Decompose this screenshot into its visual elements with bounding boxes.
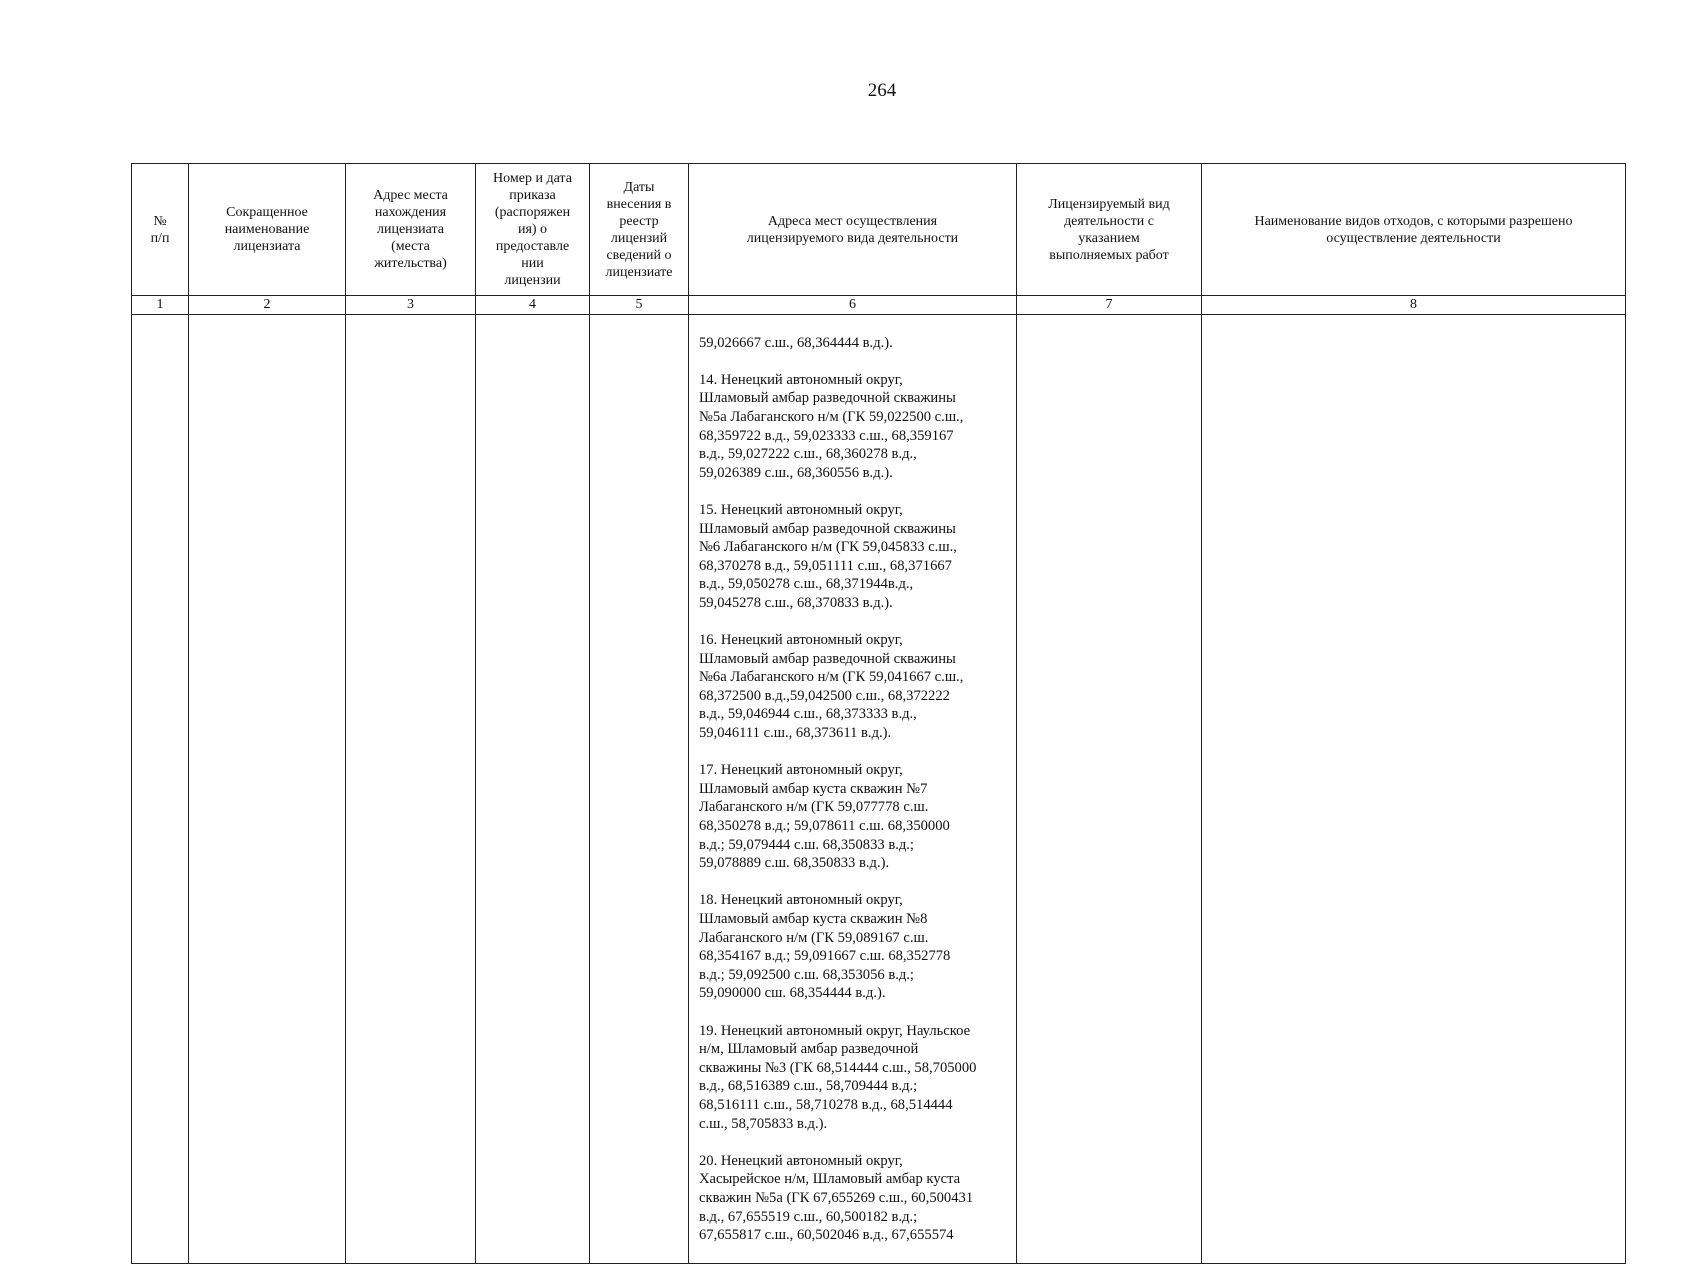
column-number-3: 3	[346, 296, 476, 315]
cell-registry-dates	[590, 315, 689, 1264]
column-number-2: 2	[189, 296, 346, 315]
column-number-7: 7	[1017, 296, 1202, 315]
header-row	[132, 164, 1626, 296]
license-registry-table	[131, 163, 1626, 1264]
address-entry: 15. Ненецкий автономный округ, Шламовый амбар разведочной скважины №6 Лабаганского н/м (ГК 59,045833 с.ш., 68,370278 в.д., 59,051111 с.ш., 68,371667 в.д., 59,050278 с.ш., 68,371944в.д., 59,045278 с.ш., 68,370833 в.д.).	[699, 501, 957, 611]
cell-licensed-activity	[1017, 315, 1202, 1264]
table-row	[132, 315, 1626, 1264]
header-col-7: Лицензируемый вид деятельности с указанием выполняемых работ	[1017, 164, 1202, 296]
header-col-1: № п/п	[132, 164, 189, 296]
cell-licensee-address	[346, 315, 476, 1264]
column-number-1: 1	[132, 296, 189, 315]
address-entry: 59,026667 с.ш., 68,364444 в.д.).	[699, 334, 893, 351]
header-col-2: Сокращенное наименование лицензиата	[189, 164, 346, 296]
cell-activity-addresses	[689, 315, 1017, 1264]
address-entry: 19. Ненецкий автономный округ, Наульское н/м, Шламовый амбар разведочной скважины №3 (ГК 68,514444 с.ш., 58,705000 в.д., 68,516389 с.ш., 58,709444 в.д.; 68,516111 с.ш., 58,710278 в.д., 68,514444 с.ш., 58,705833 в.д.).	[699, 1022, 977, 1132]
cell-licensee-name	[189, 315, 346, 1264]
address-entry: 18. Ненецкий автономный округ, Шламовый амбар куста скважин №8 Лабаганского н/м (ГК 59,089167 с.ш. 68,354167 в.д.; 59,091667 с.ш. 68,352778 в.д.; 59,092500 с.ш. 68,353056 в.д.; 59,090000 сш. 68,354444 в.д.).	[699, 892, 951, 1002]
column-number-5: 5	[590, 296, 689, 315]
header-col-4: Номер и дата приказа (распоряжен ия) о предоставле нии лицензии	[476, 164, 590, 296]
address-entry: 14. Ненецкий автономный округ, Шламовый амбар разведочной скважины №5а Лабаганского н/м (ГК 59,022500 с.ш., 68,359722 в.д., 59,023333 с.ш., 68,359167 в.д., 59,027222 с.ш., 68,360278 в.д., 59,026389 с.ш., 68,360556 в.д.).	[699, 371, 964, 481]
address-entry: 16. Ненецкий автономный округ, Шламовый амбар разведочной скважины №6а Лабаганского н/м (ГК 59,041667 с.ш., 68,372500 в.д.,59,042500 с.ш., 68,372222 в.д., 59,046944 с.ш., 68,373333 в.д., 59,046111 с.ш., 68,373611 в.д.).	[699, 632, 964, 742]
header-col-8: Наименование видов отходов, с которыми разрешено осуществление деятельности	[1202, 164, 1626, 296]
header-col-5: Даты внесения в реестр лицензий сведений о лицензиате	[590, 164, 689, 296]
column-number-8: 8	[1202, 296, 1626, 315]
column-number-row	[132, 296, 1626, 315]
column-number-4: 4	[476, 296, 590, 315]
address-entry: 17. Ненецкий автономный округ, Шламовый амбар куста скважин №7 Лабаганского н/м (ГК 59,077778 с.ш. 68,350278 в.д.; 59,078611 с.ш. 68,350000 в.д.; 59,079444 с.ш. 68,350833 в.д.; 59,078889 с.ш. 68,350833 в.д.).	[699, 762, 950, 872]
page-number: 264	[867, 80, 897, 101]
cell-order-number-date	[476, 315, 590, 1264]
cell-waste-types	[1202, 315, 1626, 1264]
header-col-6: Адреса мест осуществления лицензируемого вида деятельности	[689, 164, 1017, 296]
header-col-3: Адрес места нахождения лицензиата (места жительства)	[346, 164, 476, 296]
cell-index	[132, 315, 189, 1264]
column-number-6: 6	[689, 296, 1017, 315]
address-entry: 20. Ненецкий автономный округ, Хасырейское н/м, Шламовый амбар куста скважин №5а (ГК 67,655269 с.ш., 60,500431 в.д., 67,655519 с.ш., 60,500182 в.д.; 67,655817 с.ш., 60,502046 в.д., 67,655574	[699, 1152, 974, 1244]
